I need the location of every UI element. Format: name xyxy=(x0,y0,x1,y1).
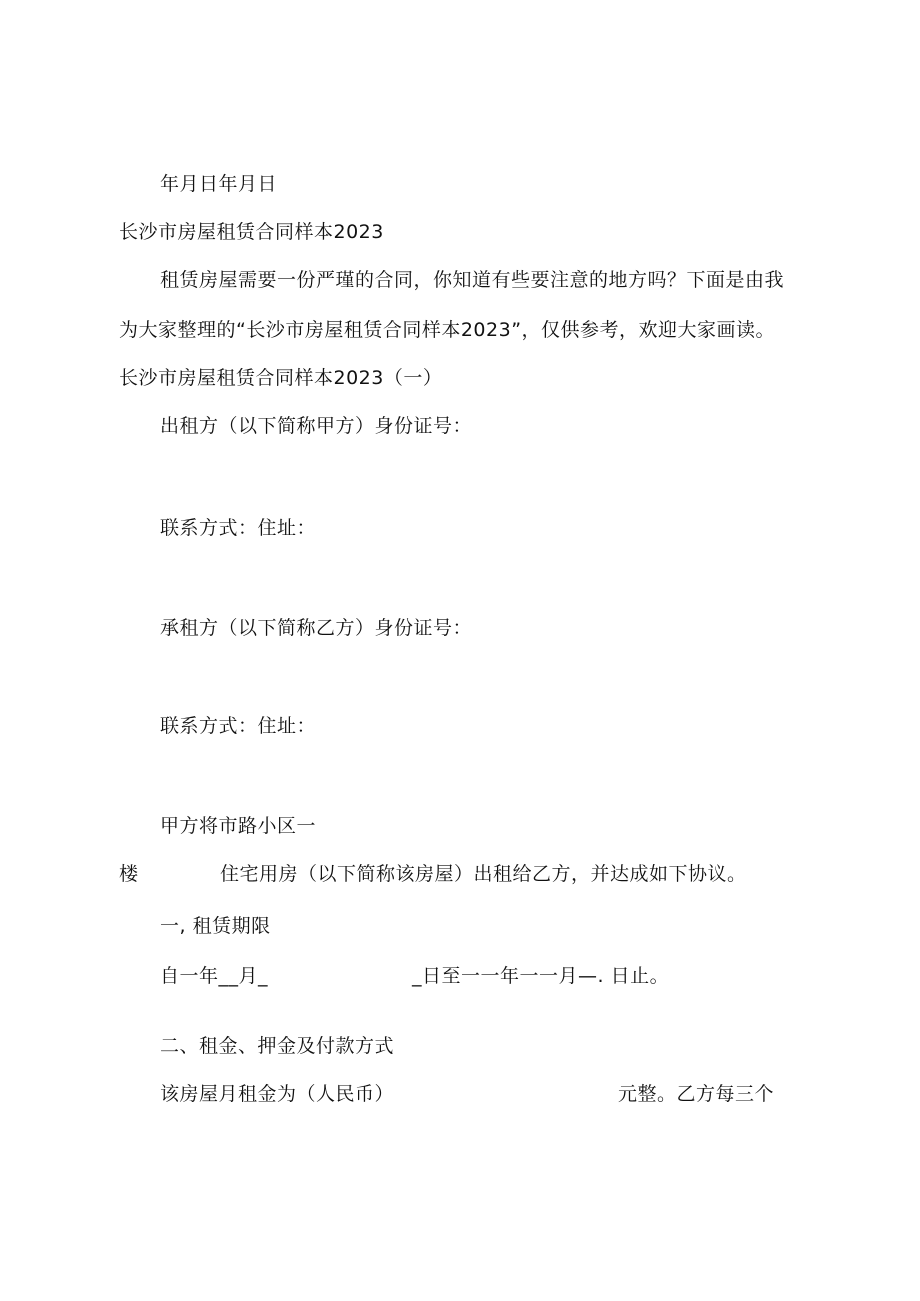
lessor-id-line: 出租方（以下简称甲方）身份证号： xyxy=(160,415,473,437)
intro-paragraph-line-2: 为大家整理的“长沙市房屋租赁合同样本2023”，仅供参考，欢迎大家画读。 xyxy=(119,319,776,341)
building-label: 楼 xyxy=(119,863,139,885)
clause-2-title: 二、租金、押金及付款方式 xyxy=(160,1035,395,1057)
property-line: 甲方将市路小区一 xyxy=(160,815,317,837)
lessor-contact-line: 联系方式：住址： xyxy=(160,517,317,539)
lease-term-part-2: _日至一一年一一月—. 日止。 xyxy=(412,965,670,987)
rent-part-1: 该房屋月租金为（人民币） xyxy=(160,1083,395,1105)
lessee-id-line: 承租方（以下简称乙方）身份证号： xyxy=(160,617,473,639)
clause-1-title: 一, 租赁期限 xyxy=(160,915,271,937)
intro-paragraph-line-1: 租赁房屋需要一份严瑾的合同，你知道有些要注意的地方吗？下面是由我 xyxy=(160,269,785,291)
lessee-contact-line: 联系方式：住址： xyxy=(160,715,317,737)
lease-term-part-1: 自一年__月_ xyxy=(160,965,269,987)
building-text: 住宅用房（以下简称该房屋）出租给乙方，并达成如下协议。 xyxy=(220,863,747,885)
section-title: 长沙市房屋租赁合同样本2023（一） xyxy=(119,367,443,389)
rent-part-2: 元整。乙方每三个 xyxy=(618,1083,775,1105)
date-line: 年月日年月日 xyxy=(160,173,278,195)
document-title: 长沙市房屋租赁合同样本2023 xyxy=(119,221,384,243)
